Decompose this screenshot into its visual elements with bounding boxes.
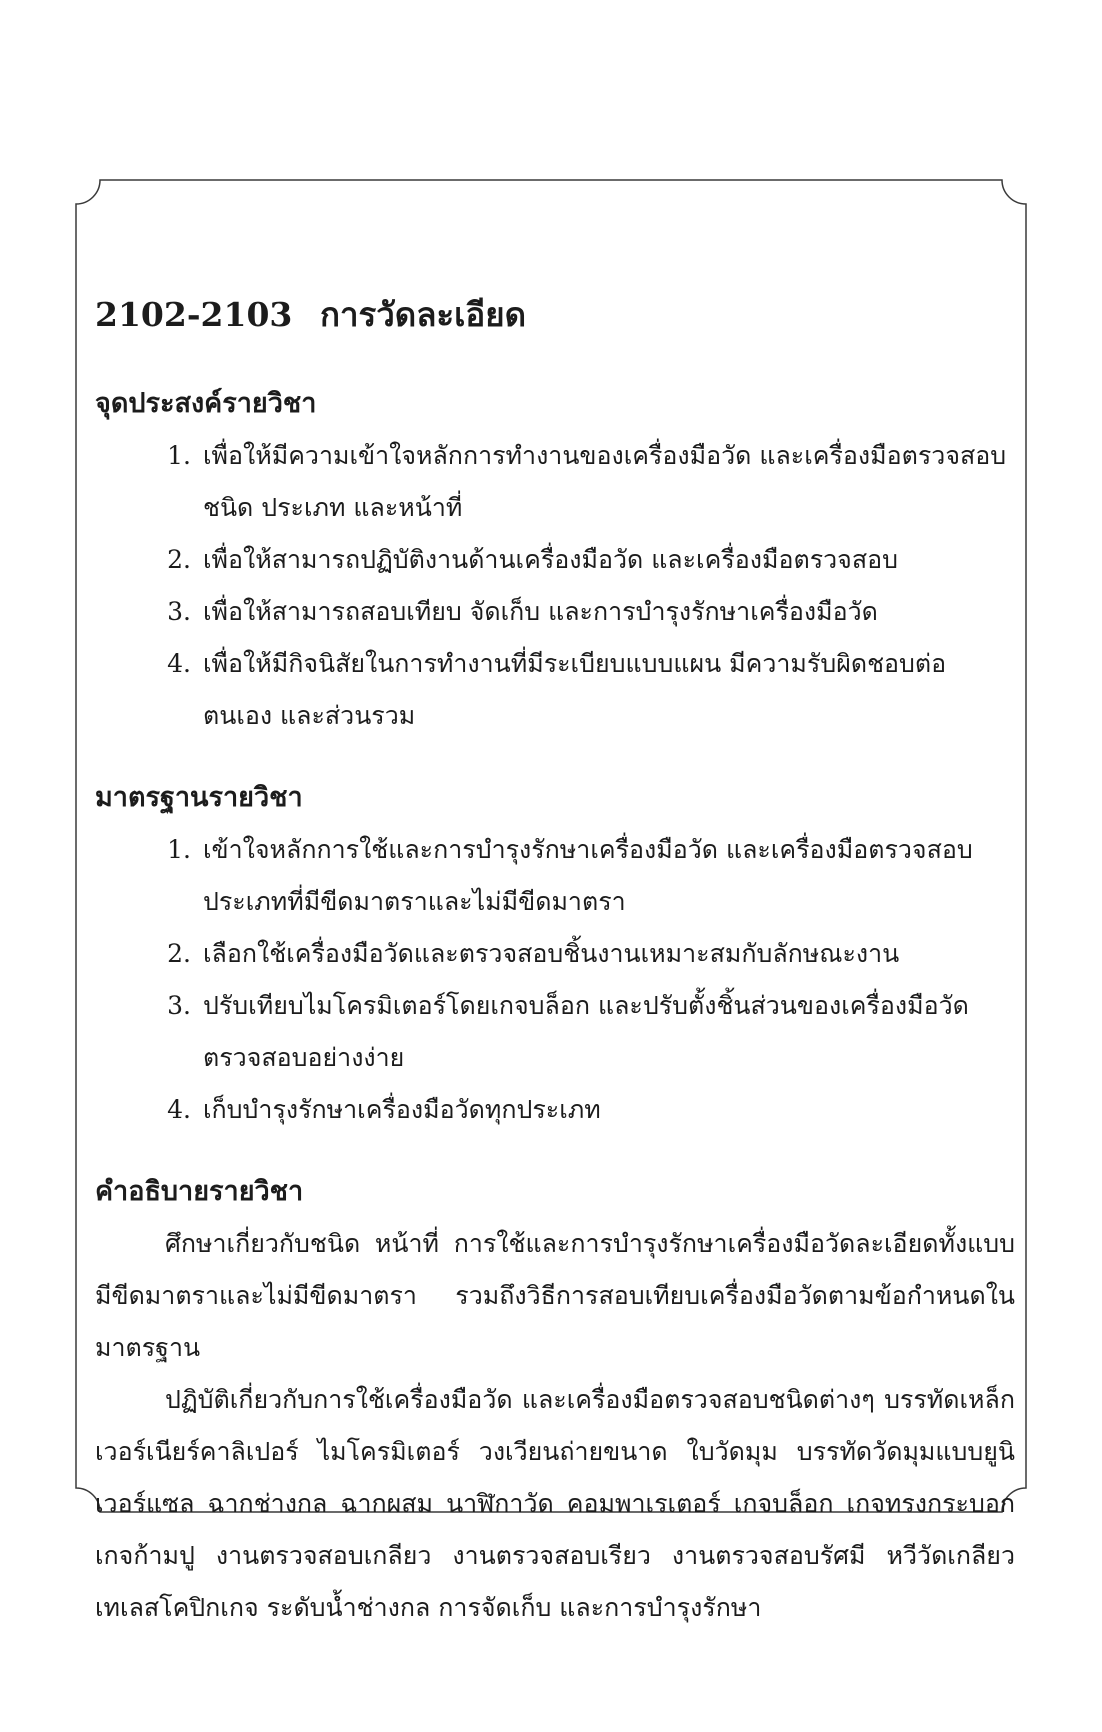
item-text: เก็บบำรุงรักษาเครื่องมือวัดทุกประเภท	[203, 1095, 601, 1124]
course-code: 2102-2103	[95, 295, 293, 334]
item-text: เพื่อให้มีกิจนิสัยในการทำงานที่มีระเบียบแบบแผน มีความรับผิดชอบต่อตนเอง และส่วนรวม	[203, 649, 947, 730]
item-number: 3.	[167, 991, 191, 1020]
standards-heading: มาตรฐานรายวิชา	[95, 782, 303, 813]
list-item	[95, 638, 1015, 742]
objectives-heading: จุดประสงค์รายวิชา	[95, 388, 317, 419]
item-text: ปรับเทียบไมโครมิเตอร์โดยเกจบล็อก และปรับตั้งชิ้นส่วนของเครื่องมือวัด ตรวจสอบอย่างง่าย	[203, 991, 969, 1072]
item-number: 3.	[167, 597, 191, 626]
description-paragraph: ปฏิบัติเกี่ยวกับการใช้เครื่องมือวัด และเครื่องมือตรวจสอบชนิดต่างๆ บรรทัดเหล็ก เวอร์เนียร์คาลิเปอร์ ไมโครมิเตอร์ วงเวียนถ่ายขนาด ใบวัดมุม บรรทัดวัดมุมแบบยูนิเวอร์แซล ฉากช่างกล ฉากผสม นาฬิกาวัด คอมพาเรเตอร์ เกจบล็อก เกจทรงกระบอก เกจก้ามปู งานตรวจสอบเกลียว งานตรวจสอบเรียว งานตรวจสอบรัศมี หวีวัดเกลียว เทเลสโคปิกเกจ ระดับน้ำช่างกล การจัดเก็บ และการบำรุงรักษา	[95, 1385, 1015, 1622]
course-title: การวัดละเอียด	[320, 295, 527, 334]
item-text: เพื่อให้สามารถปฏิบัติงานด้านเครื่องมือวัด และเครื่องมือตรวจสอบ	[203, 545, 898, 574]
item-text: เลือกใช้เครื่องมือวัดและตรวจสอบชิ้นงานเหมาะสมกับลักษณะงาน	[203, 939, 900, 968]
course-header	[95, 288, 1015, 348]
list-item	[95, 534, 1015, 586]
objectives-list	[95, 430, 1015, 742]
course-sheet	[95, 288, 1015, 1634]
list-item	[95, 980, 1015, 1084]
standards-section	[95, 772, 1015, 1136]
description-paragraph: ศึกษาเกี่ยวกับชนิด หน้าที่ การใช้และการบำรุงรักษาเครื่องมือวัดละเอียดทั้งแบบมีขีดมาตราและไม่มีขีดมาตรา รวมถึงวิธีการสอบเทียบเครื่องมือวัดตามข้อกำหนดในมาตรฐาน	[95, 1229, 1015, 1362]
item-number: 2.	[167, 939, 191, 968]
item-text: เพื่อให้สามารถสอบเทียบ จัดเก็บ และการบำรุงรักษาเครื่องมือวัด	[203, 597, 878, 626]
list-item	[95, 824, 1015, 928]
objectives-section	[95, 378, 1015, 742]
list-item	[95, 586, 1015, 638]
item-number: 1.	[167, 835, 191, 864]
item-number: 2.	[167, 545, 191, 574]
list-item	[95, 1084, 1015, 1136]
item-number: 4.	[167, 649, 191, 678]
item-text: เข้าใจหลักการใช้และการบำรุงรักษาเครื่องมือวัด และเครื่องมือตรวจสอบ ประเภทที่มีขีดมาตราและไม่มีขีดมาตรา	[203, 835, 973, 916]
item-text: เพื่อให้มีความเข้าใจหลักการทำงานของเครื่องมือวัด และเครื่องมือตรวจสอบ ชนิด ประเภท และหน้าที่	[203, 441, 1007, 522]
list-item	[95, 430, 1015, 534]
standards-list	[95, 824, 1015, 1136]
item-number: 4.	[167, 1095, 191, 1124]
list-item	[95, 928, 1015, 980]
item-number: 1.	[167, 441, 191, 470]
description-section	[95, 1166, 1015, 1634]
description-heading: คำอธิบายรายวิชา	[95, 1176, 304, 1207]
